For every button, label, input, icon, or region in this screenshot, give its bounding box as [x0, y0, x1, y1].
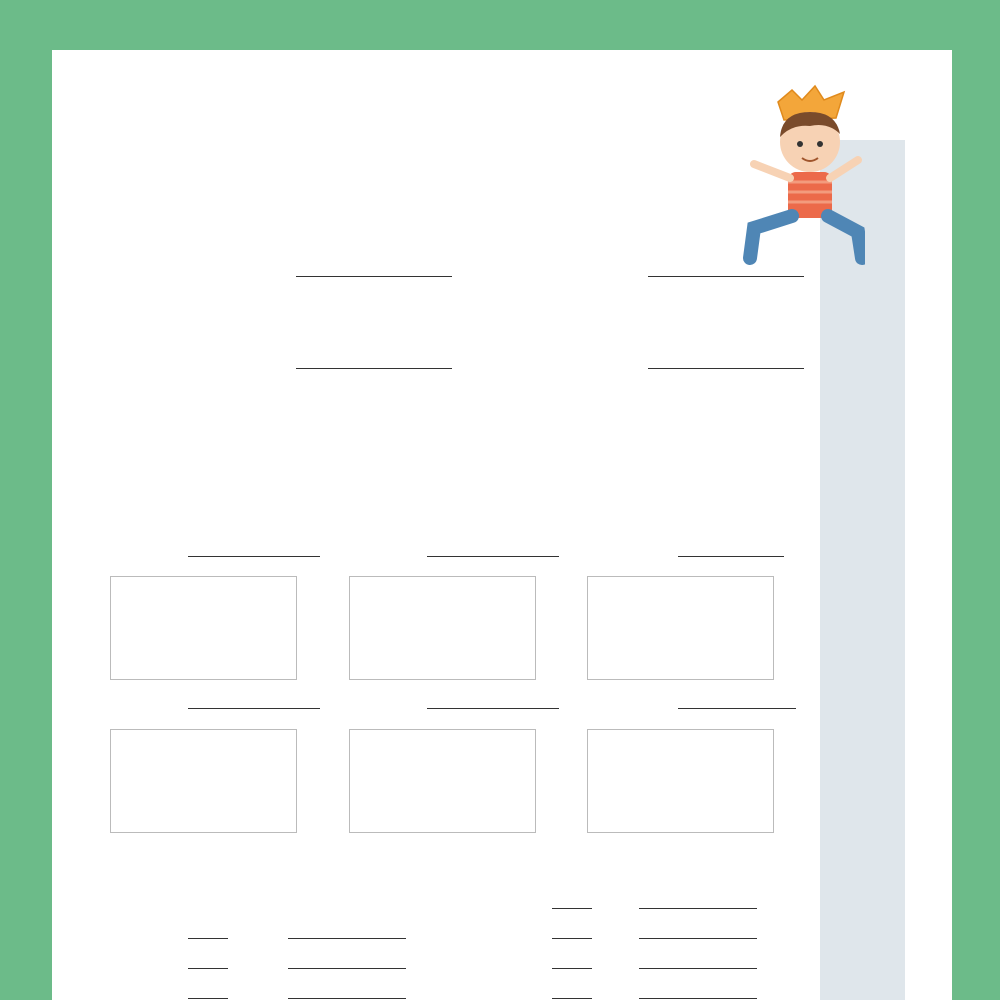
division-answer-line[interactable]	[639, 998, 757, 999]
answer-line[interactable]	[648, 276, 804, 277]
division-answer-line[interactable]	[639, 968, 757, 969]
answer-line[interactable]	[296, 276, 452, 277]
division-answer-line[interactable]	[288, 938, 406, 939]
division-answer-line[interactable]	[639, 938, 757, 939]
calculation-grid[interactable]	[110, 729, 297, 833]
answer-line[interactable]	[188, 968, 228, 969]
answer-line[interactable]	[678, 708, 796, 709]
answer-line[interactable]	[188, 708, 320, 709]
answer-line[interactable]	[188, 556, 320, 557]
calculation-grid[interactable]	[349, 576, 536, 680]
score-task-2	[827, 830, 843, 850]
calculation-grid[interactable]	[587, 729, 774, 833]
task-2-instruction	[110, 508, 152, 529]
task-3-instruction	[110, 854, 152, 875]
division-answer-line[interactable]	[288, 998, 406, 999]
answer-line[interactable]	[296, 368, 452, 369]
answer-line[interactable]	[188, 938, 228, 939]
answer-line[interactable]	[427, 556, 559, 557]
answer-line[interactable]	[678, 556, 784, 557]
boy-with-crown-illustration	[740, 82, 865, 267]
answer-line[interactable]	[188, 998, 228, 999]
division-answer-line[interactable]	[288, 968, 406, 969]
answer-line[interactable]	[427, 708, 559, 709]
answer-line[interactable]	[648, 368, 804, 369]
answer-line[interactable]	[552, 908, 592, 909]
task-1-instruction	[110, 218, 152, 239]
calculation-grid[interactable]	[587, 576, 774, 680]
answer-line[interactable]	[552, 968, 592, 969]
score-sidebar	[820, 140, 905, 1000]
worksheet	[52, 50, 952, 1000]
answer-line[interactable]	[552, 938, 592, 939]
calculation-grid[interactable]	[110, 576, 297, 680]
answer-line[interactable]	[552, 998, 592, 999]
calculation-grid[interactable]	[349, 729, 536, 833]
division-answer-line[interactable]	[639, 908, 757, 909]
score-task-1	[827, 483, 843, 503]
